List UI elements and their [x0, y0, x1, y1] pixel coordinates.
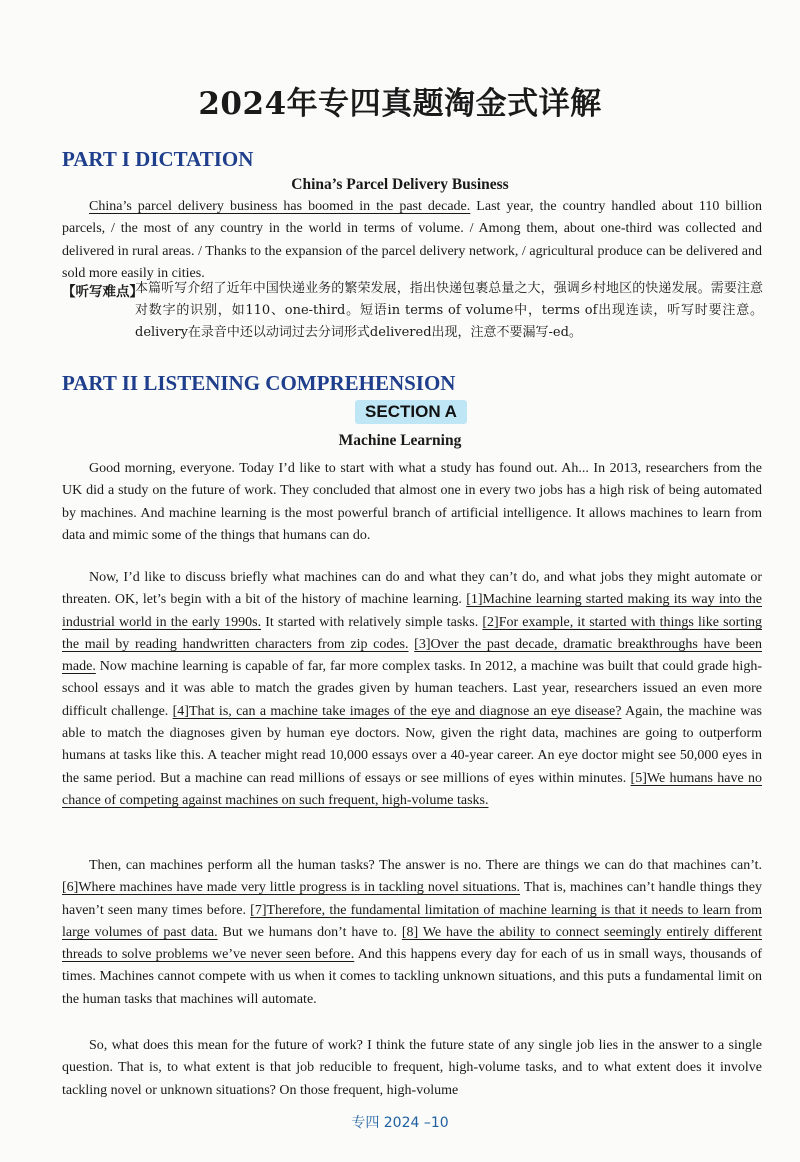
dictation-passage — [62, 196, 762, 285]
text-run: And this happens every day for each of us in small ways, thousands of times. Machines cannot compete with us when it comes to tackling unknown situations, and this puts a fundamental limit on the human tasks that machines will automate. — [62, 947, 762, 1007]
page-footer: 专四 2024 –10 — [351, 1115, 449, 1131]
text-run: But we humans don’t have to. — [217, 924, 402, 940]
note-label: 【听写难点】 — [62, 284, 143, 300]
part1-heading: PART I DICTATION — [62, 147, 254, 171]
answer-5: [5]We humans have no chance of competing against machines on such frequent, high-volume tasks. — [62, 770, 762, 808]
page-title: 2024年专四真题淘金式详解 — [198, 86, 602, 122]
text-run: Again, the machine was able to match the diagnoses given by human eye doctors. Now, given the right data, machines are going to outperform humans at tasks like this. A teacher might read 10,000 essays over a 40-year career. An eye doctor might see 50,000 eyes in the same period. But a machine can read millions of essays or see millions of eyes within minutes. — [62, 703, 762, 786]
text-run: Now machine learning is capable of far, far more complex tasks. In 2012, a machine was built that could grade high-school essays and it was able to match the grades given by human teachers. Last year, researchers issued an even more difficult challenge. — [62, 659, 762, 719]
text-run: It started with relatively simple tasks. — [261, 614, 483, 630]
answer-8: [8] We have the ability to connect seemingly entirely different threads to solve problems we’ve never seen before. — [62, 924, 762, 963]
dictation-rest: Last year, the country handled about 110 billion parcels, / the most of any country in the world in terms of volume. / Among them, about one-third was collected and delivered in rural areas. / Thanks to the expansion of the parcel delivery network, / agricultural produce can be delivered and sold more easily in cities. — [62, 199, 762, 281]
paragraph-4: So, what does this mean for the future of work? I think the future state of any single job lies in the answer to a single question. That is, to what extent is that job reducible to frequent, high-volume tasks, and to what extent does it involve tackling novel or unknown situations? On those frequent, high-volume — [62, 1038, 762, 1098]
answer-6: [6]Where machines have made very little progress is in tackling novel situations. — [62, 880, 521, 896]
passage-title: Machine Learning — [338, 432, 462, 449]
paragraph-1: Good morning, everyone. Today I’d like to start with what a study has found out. Ah... In 2013, researchers from the UK did a study on the future of work. They concluded that almost one in every two jobs has a high risk of being automated by machines. And machine learning is the most powerful branch of artificial intelligence. It allows machines to learn from data and mimic some of the things that humans can do. — [62, 461, 762, 543]
answer-7: [7]Therefore, the fundamental limitation of machine learning is that it needs to learn from large volumes of past data. — [62, 902, 762, 940]
paragraph-2 — [62, 567, 762, 812]
note-text: 本篇听写介绍了近年中国快递业务的繁荣发展，指出快递包裹总量之大，强调乡村地区的快递发展。需要注意对数字的识别，如110、one-third。短语in terms of volume中，terms of出现连读，听写时要注意。delivery在录音中还以动词过去分词形式delivered出现，注意不要漏写-ed。 — [135, 281, 763, 340]
answer-3: [3]Over the past decade, dramatic breakthroughs have been made. — [62, 636, 762, 675]
answer-1: [1]Machine learning started making its way into the industrial world in the early 1990s. — [62, 592, 762, 630]
text-run: That is, machines can’t handle things they haven’t seen many times before. — [62, 880, 763, 918]
answer-2: [2]For example, it started with things like sorting the mail by reading handwritten characters from zip codes. — [62, 614, 763, 652]
text-run: Then, can machines perform all the human tasks? The answer is no. There are things we can do that machines can’t. — [89, 858, 762, 873]
dictation-first-sentence: China’s parcel delivery business has boomed in the past decade. — [89, 199, 471, 214]
answer-4: [4]That is, can a machine take images of the eye and diagnose an eye disease? — [172, 703, 622, 719]
part2-heading: PART II LISTENING COMPREHENSION — [62, 371, 456, 395]
paragraph-3 — [62, 855, 762, 1011]
text-run: Now, I’d like to discuss briefly what machines can do and what they can’t do, and what jobs they might automate or threaten. OK, let’s begin with a bit of the history of machine learning. — [62, 570, 762, 608]
section-badge: SECTION A — [355, 400, 467, 424]
dictation-title: China’s Parcel Delivery Business — [291, 176, 509, 193]
